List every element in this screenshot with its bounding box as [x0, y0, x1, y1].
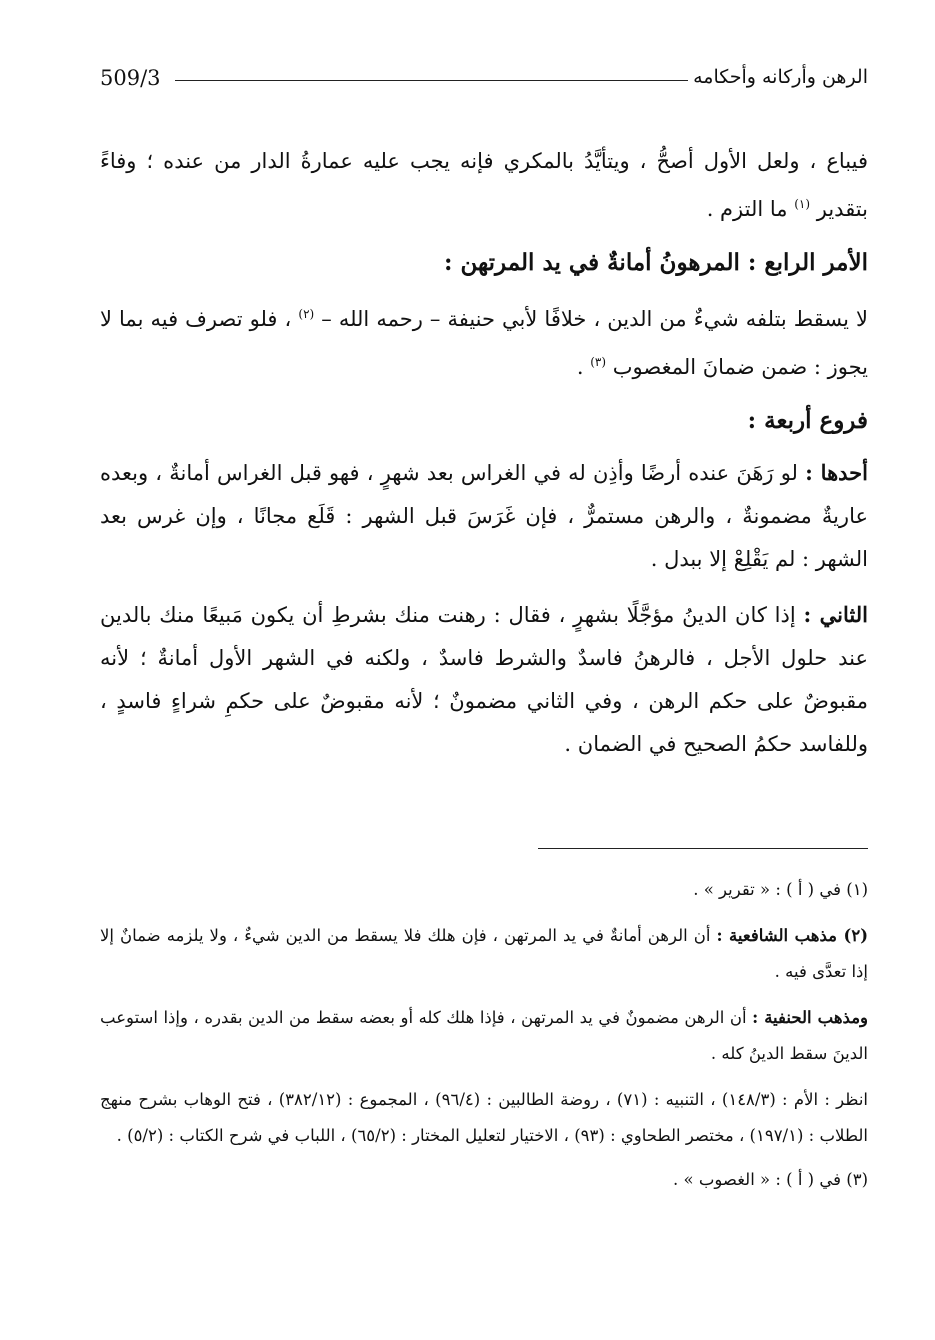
main-text — [100, 140, 868, 778]
branch-2 — [100, 593, 868, 766]
footnote-2-hanafi — [100, 1000, 868, 1072]
footnote-1: (١) في ( أ ) : « تقرير » . — [693, 880, 868, 899]
branch-1 — [100, 451, 868, 581]
footnote-2-text: أن الرهن أمانةٌ في يد المرتهن ، فإن هلك فلا يسقط من الدين شيءٌ ، ولا يلزمه ضمانٌ إلا إذا تعدَّى فيه . — [100, 926, 868, 981]
paragraph-2 — [100, 293, 868, 389]
paragraph-2-text-a: لا يسقط بتلفه شيءٌ من الدين ، خلافًا لأبي حنيفة – رحمه الله – — [321, 307, 868, 331]
footnotes — [100, 872, 868, 1208]
footnote-ref-2: (٢) — [298, 307, 315, 321]
footnote-2 — [100, 918, 868, 990]
page-header — [100, 66, 868, 102]
footnote-ref-3: (٣) — [590, 355, 607, 369]
paragraph-1 — [100, 140, 868, 231]
section-heading-four-branches: فروع أربعة : — [747, 407, 868, 434]
branch-2-text: إذا كان الدينُ مؤجَّلًا بشهرٍ ، فقال : رهنت منك بشرطِ أن يكون مَبيعًا منك بالدين عند حلول الأجل ، فالرهنُ فاسدٌ والشرط فاسدٌ ، ولكنه في الشهر الأول أمانةٌ ؛ لأنه مقبوضٌ على حكم الرهن ، وفي الثاني مضمونٌ ؛ لأنه مقبوضٌ على حكمِ شراءٍ فاسدٍ ، وللفاسد حكمُ الصحيح في الضمان . — [100, 603, 868, 756]
header-rule — [175, 80, 688, 81]
branch-1-lead: أحدها : — [805, 460, 868, 485]
paragraph-2-text-b: ، فلو تصرف فيه بما لا يجوز : ضمن ضمانَ المغصوب — [100, 307, 868, 379]
footnote-2-hanafi-text: أن الرهن مضمونٌ في يد المرتهن ، فإذا هلك كله أو بعضه سقط من الدين بقدره ، وإذا استوعب الدينَ سقط الدينُ كله . — [100, 1008, 868, 1063]
branch-1-text: لو رَهَنَ عنده أرضًا وأذِن له في الغراس بعد شهرٍ ، فهو قبل الغراس أمانةٌ ، وبعده عاريةٌ مضمونةٌ ، والرهن مستمرٌّ ، فإن غَرَسَ قبل الشهر : قَلَع مجانًا ، وإن غرس بعد الشهر : لم يَقْلِعْ إلا ببدل . — [100, 461, 868, 571]
footnote-ref-1: (١) — [794, 197, 811, 211]
running-title: الرهن وأركانه وأحكامه — [693, 66, 868, 88]
footnote-separator — [538, 848, 868, 849]
footnote-2-references: انظر : الأم : (١٤٨/٣) ، التنبيه : (٧١) ، روضة الطالبين : (٩٦/٤) ، المجموع : (٣٨٢/١٢) ، فتح الوهاب بشرح منهج الطلاب : (١٩٧/١) ، مختصر الطحاوي : (٩٣) ، الاختيار لتعليل المختار : (٦٥/٢) ، اللباب في شرح الكتاب : (٥/٢) . — [100, 1090, 869, 1145]
section-heading-fourth-matter: الأمر الرابع : المرهونُ أمانةٌ في يد المرتهن : — [444, 249, 868, 276]
branch-2-lead: الثاني : — [803, 602, 868, 627]
page-number: 509/3 — [100, 66, 161, 90]
paragraph-2-end: . — [576, 355, 584, 379]
footnote-2-lead: (٢) مذهب الشافعية : — [716, 926, 868, 945]
paragraph-1-end: ما التزم . — [706, 197, 788, 221]
paragraph-1-text: فيباع ، ولعل الأول أصحُّ ، ويتأيَّدُ بالمكري فإنه يجب عليه عمارةُ الدار من عنده ؛ وفاءً بتقدير — [100, 149, 868, 221]
footnote-3: (٣) في ( أ ) : « الغصوب » . — [673, 1170, 868, 1189]
footnote-2-hanafi-lead: ومذهب الحنفية : — [752, 1008, 869, 1027]
